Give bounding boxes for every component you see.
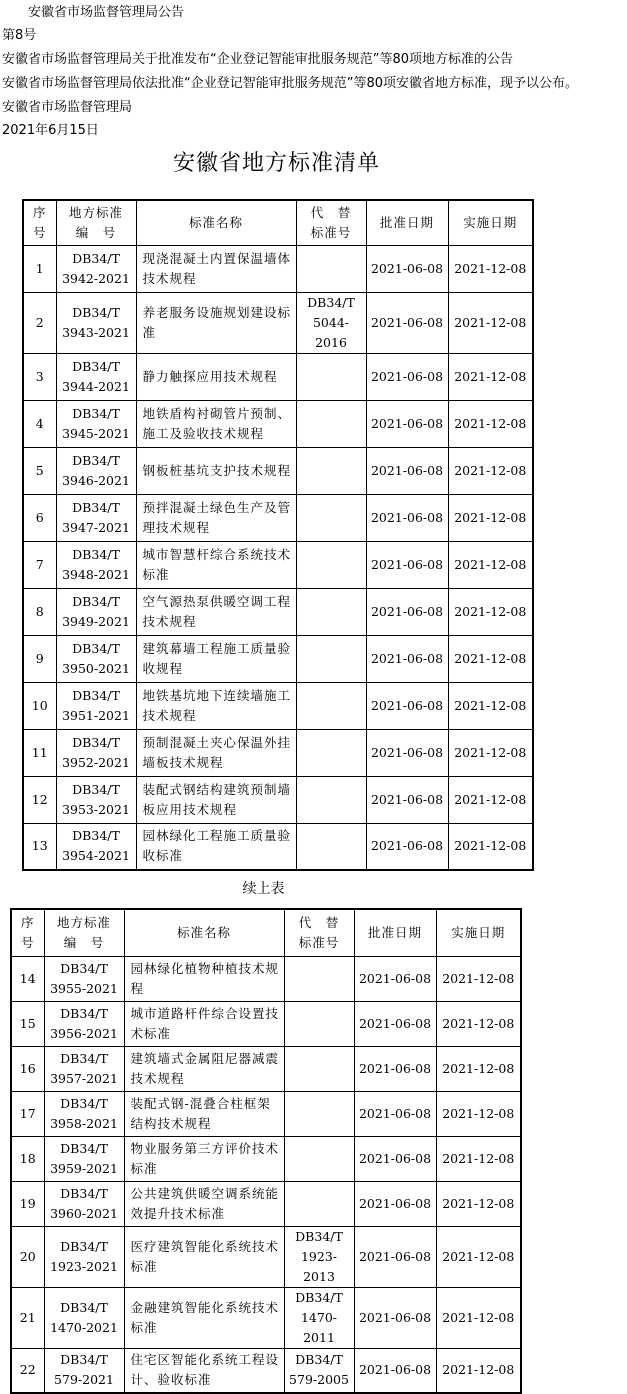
cell-replaced: DB34/T 5044-2016 — [296, 292, 366, 353]
cell-std-no: DB34/T 3952-2021 — [56, 729, 136, 776]
cell-seq: 3 — [23, 353, 56, 400]
standards-table — [22, 199, 534, 871]
col-header-approval-date: 批准日期 — [354, 909, 436, 956]
table-row — [23, 447, 533, 494]
cell-std-name: 养老服务设施规划建设标准 — [136, 292, 296, 353]
col-header-seq: 序 号 — [11, 909, 44, 956]
cell-approval-date: 2021-06-08 — [366, 541, 448, 588]
cell-replaced — [296, 682, 366, 729]
cell-replaced: DB34/T 579-2005 — [284, 1348, 354, 1393]
cell-replaced — [296, 776, 366, 823]
cell-replaced — [296, 823, 366, 870]
cell-approval-date: 2021-06-08 — [366, 682, 448, 729]
cell-std-name: 城市道路杆件综合设置技术标准 — [124, 1001, 284, 1046]
cell-replaced — [296, 245, 366, 292]
notice-body: 安徽省市场监督管理局依法批准“企业登记智能审批服务规范”等80项安徽省地方标准，现予以公布。 — [2, 76, 579, 91]
cell-seq: 11 — [23, 729, 56, 776]
cell-approval-date: 2021-06-08 — [366, 245, 448, 292]
cell-approval-date: 2021-06-08 — [354, 1136, 436, 1181]
notice-number: 第8号 — [2, 28, 37, 43]
cell-std-name: 装配式钢结构建筑预制墙板应用技术规程 — [136, 776, 296, 823]
cell-seq: 13 — [23, 823, 56, 870]
cell-replaced — [284, 956, 354, 1001]
cell-seq: 14 — [11, 956, 44, 1001]
cell-seq: 18 — [11, 1136, 44, 1181]
table-row — [11, 1001, 521, 1046]
cell-approval-date: 2021-06-08 — [354, 1181, 436, 1226]
cell-impl-date: 2021-12-08 — [448, 494, 533, 541]
notice-subject: 安徽省市场监督管理局关于批准发布“企业登记智能审批服务规范”等80项地方标准的公告 — [2, 52, 514, 67]
cell-std-name: 钢板桩基坑支护技术规程 — [136, 447, 296, 494]
cell-seq: 8 — [23, 588, 56, 635]
table-row — [23, 245, 533, 292]
cell-std-name: 现浇混凝土内置保温墙体技术规程 — [136, 245, 296, 292]
cell-impl-date: 2021-12-08 — [448, 447, 533, 494]
cell-impl-date: 2021-12-08 — [436, 1348, 521, 1393]
cell-std-name: 园林绿化植物种植技术规程 — [124, 956, 284, 1001]
cell-impl-date: 2021-12-08 — [448, 541, 533, 588]
cell-std-name: 建筑幕墙工程施工质量验收规程 — [136, 635, 296, 682]
cell-seq: 6 — [23, 494, 56, 541]
cell-impl-date: 2021-12-08 — [436, 1181, 521, 1226]
cell-approval-date: 2021-06-08 — [366, 776, 448, 823]
cell-std-no: DB34/T 3950-2021 — [56, 635, 136, 682]
table-row — [11, 1287, 521, 1348]
standards-list-title: 安徽省地方标准清单 — [172, 151, 380, 176]
cell-impl-date: 2021-12-08 — [448, 635, 533, 682]
cell-std-no: DB34/T 3942-2021 — [56, 245, 136, 292]
cell-impl-date: 2021-12-08 — [448, 245, 533, 292]
cell-std-name: 空气源热泵供暖空调工程技术规程 — [136, 588, 296, 635]
cell-std-no: DB34/T 3959-2021 — [44, 1136, 124, 1181]
table-row — [23, 776, 533, 823]
cell-approval-date: 2021-06-08 — [366, 400, 448, 447]
table-row — [23, 494, 533, 541]
col-header-impl-date: 实施日期 — [448, 200, 533, 245]
cell-approval-date: 2021-06-08 — [354, 1046, 436, 1091]
cell-impl-date: 2021-12-08 — [436, 1226, 521, 1287]
cell-approval-date: 2021-06-08 — [354, 956, 436, 1001]
cell-replaced — [296, 588, 366, 635]
col-header-std-no: 地方标准 编 号 — [56, 200, 136, 245]
cell-std-name: 金融建筑智能化系统技术标准 — [124, 1287, 284, 1348]
cell-approval-date: 2021-06-08 — [366, 494, 448, 541]
col-header-std-no: 地方标准 编 号 — [44, 909, 124, 956]
cell-replaced — [284, 1136, 354, 1181]
cell-approval-date: 2021-06-08 — [354, 1226, 436, 1287]
col-header-name: 标准名称 — [124, 909, 284, 956]
cell-std-no: DB34/T 579-2021 — [44, 1348, 124, 1393]
cell-seq: 7 — [23, 541, 56, 588]
cell-seq: 4 — [23, 400, 56, 447]
cell-std-no: DB34/T 3953-2021 — [56, 776, 136, 823]
cell-impl-date: 2021-12-08 — [436, 1091, 521, 1136]
table-row — [11, 1181, 521, 1226]
table-header-row — [11, 909, 521, 956]
cell-std-no: DB34/T 3945-2021 — [56, 400, 136, 447]
cell-std-no: DB34/T 1470-2021 — [44, 1287, 124, 1348]
cell-std-no: DB34/T 3960-2021 — [44, 1181, 124, 1226]
cell-std-name: 预制混凝土夹心保温外挂墙板技术规程 — [136, 729, 296, 776]
cell-std-no: DB34/T 3948-2021 — [56, 541, 136, 588]
table-row — [23, 729, 533, 776]
cell-approval-date: 2021-06-08 — [354, 1287, 436, 1348]
cell-std-no: DB34/T 3946-2021 — [56, 447, 136, 494]
cell-seq: 19 — [11, 1181, 44, 1226]
cell-seq: 10 — [23, 682, 56, 729]
cell-std-no: DB34/T 3957-2021 — [44, 1046, 124, 1091]
notice-date: 2021年6月15日 — [2, 123, 99, 138]
col-header-seq: 序 号 — [23, 200, 56, 245]
cell-seq: 20 — [11, 1226, 44, 1287]
col-header-impl-date: 实施日期 — [436, 909, 521, 956]
cell-std-name: 物业服务第三方评价技术标准 — [124, 1136, 284, 1181]
cell-std-no: DB34/T 3944-2021 — [56, 353, 136, 400]
table-row — [11, 1091, 521, 1136]
cell-impl-date: 2021-12-08 — [436, 1001, 521, 1046]
cell-impl-date: 2021-12-08 — [448, 400, 533, 447]
cell-approval-date: 2021-06-08 — [366, 729, 448, 776]
standards-table-continued — [10, 908, 522, 1394]
cell-seq: 21 — [11, 1287, 44, 1348]
cell-std-no: DB34/T 3943-2021 — [56, 292, 136, 353]
cell-replaced — [296, 400, 366, 447]
cell-std-name: 静力触探应用技术规程 — [136, 353, 296, 400]
cell-seq: 5 — [23, 447, 56, 494]
cell-approval-date: 2021-06-08 — [366, 635, 448, 682]
cell-impl-date: 2021-12-08 — [448, 776, 533, 823]
cell-std-name: 地铁盾构衬砌管片预制、施工及验收技术规程 — [136, 400, 296, 447]
cell-std-name: 预拌混凝土绿色生产及管理技术规程 — [136, 494, 296, 541]
cell-seq: 22 — [11, 1348, 44, 1393]
cell-seq: 16 — [11, 1046, 44, 1091]
continuation-label: 续上表 — [242, 881, 285, 897]
table-row — [11, 956, 521, 1001]
cell-impl-date: 2021-12-08 — [448, 588, 533, 635]
cell-replaced — [296, 729, 366, 776]
cell-approval-date: 2021-06-08 — [366, 447, 448, 494]
cell-approval-date: 2021-06-08 — [366, 292, 448, 353]
cell-replaced — [296, 353, 366, 400]
cell-impl-date: 2021-12-08 — [436, 1046, 521, 1091]
table-header-row — [23, 200, 533, 245]
cell-std-name: 地铁基坑地下连续墙施工技术规程 — [136, 682, 296, 729]
cell-replaced — [284, 1046, 354, 1091]
table-row — [23, 541, 533, 588]
table-row — [23, 292, 533, 353]
cell-std-no: DB34/T 3951-2021 — [56, 682, 136, 729]
cell-seq: 9 — [23, 635, 56, 682]
cell-std-no: DB34/T 3955-2021 — [44, 956, 124, 1001]
cell-seq: 1 — [23, 245, 56, 292]
cell-std-no: DB34/T 3947-2021 — [56, 494, 136, 541]
table-row — [23, 353, 533, 400]
table-row — [11, 1348, 521, 1393]
cell-std-name: 装配式钢-混叠合柱框架结构技术规程 — [124, 1091, 284, 1136]
cell-std-no: DB34/T 3958-2021 — [44, 1091, 124, 1136]
col-header-approval-date: 批准日期 — [366, 200, 448, 245]
cell-seq: 17 — [11, 1091, 44, 1136]
cell-impl-date: 2021-12-08 — [436, 956, 521, 1001]
cell-approval-date: 2021-06-08 — [354, 1001, 436, 1046]
notice-signature: 安徽省市场监督管理局 — [2, 100, 133, 115]
cell-std-no: DB34/T 3954-2021 — [56, 823, 136, 870]
cell-replaced — [284, 1001, 354, 1046]
col-header-replaced: 代 替 标准号 — [284, 909, 354, 956]
cell-std-name: 城市智慧杆综合系统技术标准 — [136, 541, 296, 588]
cell-impl-date: 2021-12-08 — [448, 292, 533, 353]
col-header-name: 标准名称 — [136, 200, 296, 245]
notice-org-title: 安徽省市场监督管理局公告 — [28, 5, 185, 20]
cell-approval-date: 2021-06-08 — [366, 823, 448, 870]
table-row — [11, 1226, 521, 1287]
cell-std-name: 医疗建筑智能化系统技术标准 — [124, 1226, 284, 1287]
cell-approval-date: 2021-06-08 — [366, 588, 448, 635]
cell-seq: 2 — [23, 292, 56, 353]
cell-replaced — [284, 1181, 354, 1226]
cell-replaced — [284, 1091, 354, 1136]
table-row — [23, 682, 533, 729]
cell-std-name: 公共建筑供暖空调系统能效提升技术标准 — [124, 1181, 284, 1226]
cell-std-no: DB34/T 3956-2021 — [44, 1001, 124, 1046]
cell-impl-date: 2021-12-08 — [436, 1136, 521, 1181]
table-row — [23, 400, 533, 447]
cell-replaced — [296, 494, 366, 541]
col-header-replaced: 代 替 标准号 — [296, 200, 366, 245]
cell-replaced: DB34/T 1470-2011 — [284, 1287, 354, 1348]
cell-std-no: DB34/T 3949-2021 — [56, 588, 136, 635]
table-row — [11, 1136, 521, 1181]
cell-std-name: 建筑墙式金属阻尼器减震技术规程 — [124, 1046, 284, 1091]
table-row — [11, 1046, 521, 1091]
cell-seq: 15 — [11, 1001, 44, 1046]
table-row — [23, 635, 533, 682]
cell-impl-date: 2021-12-08 — [448, 353, 533, 400]
cell-approval-date: 2021-06-08 — [354, 1348, 436, 1393]
cell-seq: 12 — [23, 776, 56, 823]
cell-approval-date: 2021-06-08 — [366, 353, 448, 400]
table-row — [23, 823, 533, 870]
cell-replaced — [296, 447, 366, 494]
cell-std-no: DB34/T 1923-2021 — [44, 1226, 124, 1287]
cell-std-name: 住宅区智能化系统工程设计、验收标准 — [124, 1348, 284, 1393]
cell-replaced — [296, 635, 366, 682]
table-row — [23, 588, 533, 635]
cell-approval-date: 2021-06-08 — [354, 1091, 436, 1136]
cell-impl-date: 2021-12-08 — [448, 729, 533, 776]
cell-replaced: DB34/T 1923-2013 — [284, 1226, 354, 1287]
cell-std-name: 园林绿化工程施工质量验收标准 — [136, 823, 296, 870]
cell-impl-date: 2021-12-08 — [448, 823, 533, 870]
cell-impl-date: 2021-12-08 — [448, 682, 533, 729]
cell-impl-date: 2021-12-08 — [436, 1287, 521, 1348]
cell-replaced — [296, 541, 366, 588]
